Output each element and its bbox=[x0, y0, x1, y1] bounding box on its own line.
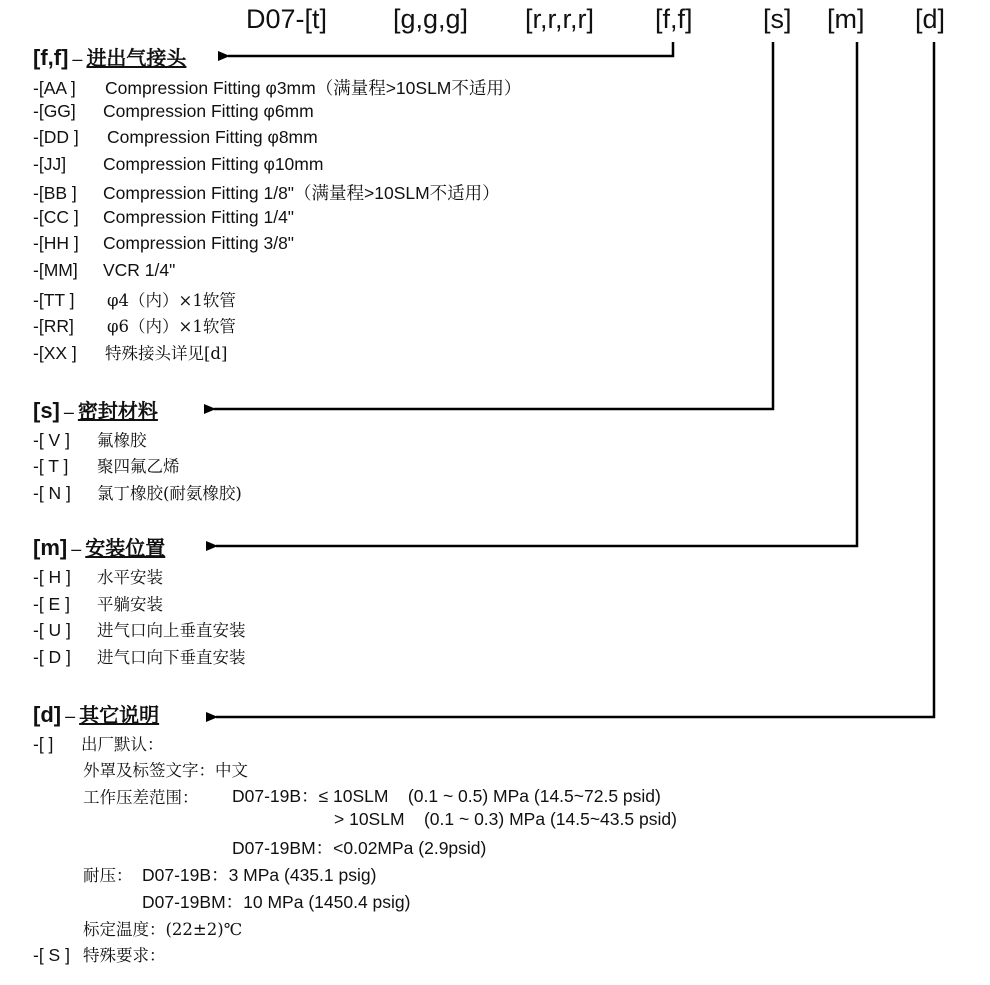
option-code: -[GG] bbox=[33, 101, 76, 121]
option-code: -[MM] bbox=[33, 260, 78, 280]
code-mount: [m] bbox=[827, 4, 865, 34]
pressure-line-1: D07-19B：≤ 10SLM (0.1 ~ 0.5) MPa (14.5~72.5 psid) bbox=[232, 786, 661, 806]
option-text: Compression Fitting 1/8"（满量程>10SLM不适用） bbox=[103, 183, 500, 203]
list-item bbox=[33, 233, 294, 254]
other-dash: – bbox=[65, 706, 76, 726]
option-text: VCR 1/4" bbox=[103, 260, 176, 280]
option-text: 进气口向下垂直安装 bbox=[97, 648, 246, 667]
pressure-label: 工作压差范围： bbox=[83, 788, 199, 807]
option-text: Compression Fitting 3/8" bbox=[103, 233, 295, 253]
code-seal: [s] bbox=[763, 4, 792, 34]
option-text: 氯丁橡胶(耐氨橡胶) bbox=[97, 484, 242, 503]
label-text-line: 外罩及标签文字：中文 bbox=[83, 761, 248, 780]
other-header bbox=[33, 699, 159, 728]
option-text: φ6（内）×1软管 bbox=[107, 317, 236, 336]
list-item bbox=[33, 427, 147, 451]
list-item bbox=[33, 180, 500, 205]
option-text: Compression Fitting φ6mm bbox=[103, 101, 314, 121]
list-item bbox=[33, 453, 180, 477]
mount-title: 安装位置 bbox=[85, 536, 166, 560]
option-code: -[ E ] bbox=[33, 594, 70, 614]
option-code: -[RR] bbox=[33, 316, 74, 336]
mount-key: [m] bbox=[33, 535, 68, 560]
option-code: -[XX ] bbox=[33, 343, 77, 363]
seal-title: 密封材料 bbox=[77, 399, 158, 423]
list-item bbox=[33, 591, 163, 615]
option-text: Compression Fitting 1/4" bbox=[103, 207, 295, 227]
special-text: 特殊要求： bbox=[83, 946, 166, 965]
pressure-line-2: > 10SLM (0.1 ~ 0.3) MPa (14.5~43.5 psid) bbox=[334, 809, 677, 829]
list-item bbox=[33, 260, 175, 281]
code-gas: [g,g,g] bbox=[393, 4, 469, 34]
fitting-header bbox=[33, 42, 186, 71]
option-text: 水平安装 bbox=[97, 568, 163, 587]
default-label: 出厂默认： bbox=[81, 735, 164, 754]
fitting-key: [f,f] bbox=[33, 45, 69, 70]
seal-key: [s] bbox=[33, 398, 60, 423]
option-code: -[ U ] bbox=[33, 620, 71, 640]
other-arrow bbox=[216, 42, 934, 717]
list-item bbox=[33, 617, 246, 641]
list-item bbox=[33, 287, 236, 311]
default-row bbox=[33, 731, 164, 755]
fitting-title: 进出气接头 bbox=[86, 46, 187, 70]
option-text: 聚四氟乙烯 bbox=[97, 457, 180, 476]
fitting-arrow bbox=[228, 42, 673, 56]
option-text: Compression Fitting φ3mm（满量程>10SLM不适用） bbox=[105, 78, 522, 98]
option-code: -[ D ] bbox=[33, 647, 71, 667]
option-code: -[TT ] bbox=[33, 290, 75, 310]
list-item bbox=[33, 127, 318, 148]
option-code: -[BB ] bbox=[33, 183, 77, 203]
option-text: 进气口向上垂直安装 bbox=[97, 621, 246, 640]
list-item bbox=[33, 313, 236, 337]
other-title: 其它说明 bbox=[79, 703, 160, 727]
option-code: -[ V ] bbox=[33, 430, 70, 450]
proof-line-1: D07-19B：3 MPa (435.1 psig) bbox=[142, 865, 377, 885]
code-range: [r,r,r,r] bbox=[525, 4, 595, 34]
list-item bbox=[33, 101, 314, 122]
option-code: -[JJ] bbox=[33, 154, 67, 174]
mount-dash: – bbox=[71, 539, 82, 559]
option-code: -[AA ] bbox=[33, 78, 76, 98]
list-item bbox=[33, 480, 242, 504]
code-fitting: [f,f] bbox=[655, 4, 693, 34]
list-item bbox=[33, 75, 521, 100]
mount-header bbox=[33, 532, 165, 561]
option-text: φ4（内）×1软管 bbox=[107, 291, 236, 310]
list-item bbox=[33, 340, 227, 364]
option-code: -[CC ] bbox=[33, 207, 79, 227]
proof-line-2: D07-19BM：10 MPa (1450.4 psig) bbox=[142, 892, 411, 912]
option-text: 特殊接头详见[d] bbox=[105, 344, 228, 363]
list-item bbox=[33, 154, 323, 175]
special-row bbox=[33, 942, 166, 966]
option-code: -[ S ] bbox=[33, 945, 70, 965]
proof-label: 耐压： bbox=[83, 866, 133, 885]
other-key: [d] bbox=[33, 702, 62, 727]
option-code: -[ ] bbox=[33, 734, 54, 754]
fitting-dash: – bbox=[72, 49, 83, 69]
list-item bbox=[33, 644, 246, 668]
option-code: -[ N ] bbox=[33, 483, 71, 503]
option-text: 平躺安装 bbox=[97, 595, 163, 614]
code-other: [d] bbox=[915, 4, 946, 34]
seal-dash: – bbox=[63, 402, 74, 422]
option-text: Compression Fitting φ8mm bbox=[107, 127, 318, 147]
option-code: -[DD ] bbox=[33, 127, 79, 147]
option-code: -[ T ] bbox=[33, 456, 69, 476]
option-code: -[ H ] bbox=[33, 567, 71, 587]
option-text: 氟橡胶 bbox=[97, 431, 147, 450]
code-prefix: D07-[t] bbox=[246, 4, 328, 34]
list-item bbox=[33, 564, 163, 588]
calibration-temp: 标定温度：(22±2)℃ bbox=[83, 920, 243, 939]
option-text: Compression Fitting φ10mm bbox=[103, 154, 324, 174]
option-code: -[HH ] bbox=[33, 233, 79, 253]
list-item bbox=[33, 207, 294, 228]
pressure-line-3: D07-19BM：<0.02MPa (2.9psid) bbox=[232, 838, 487, 858]
seal-header bbox=[33, 395, 158, 424]
